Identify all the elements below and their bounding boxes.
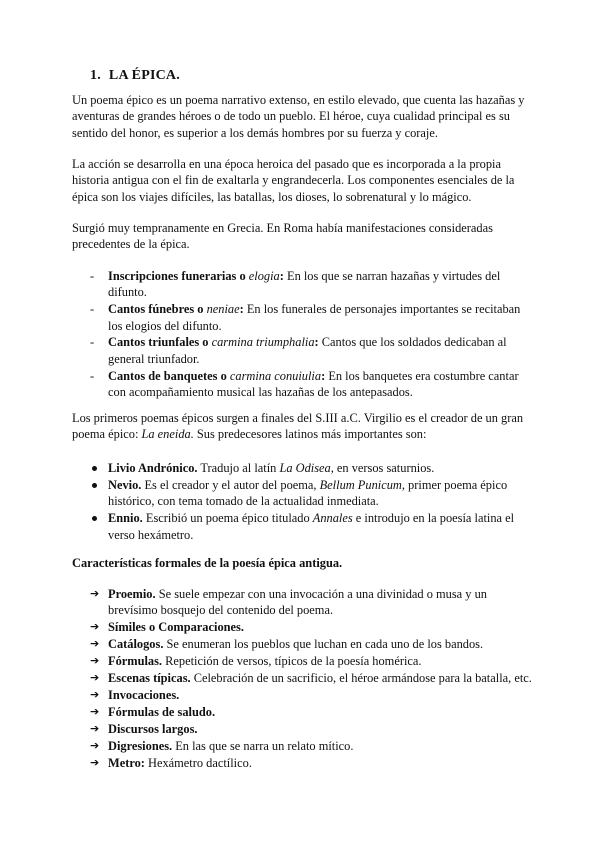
arrow-icon: ➔ — [90, 637, 100, 651]
list-item: - Cantos de banquetes o carmina conuiulia: En los banquetes era costumbre cantar con acompañamiento musical las hazañas de los antepasados. — [90, 368, 519, 400]
intro-line: aventuras de grandes héroes o de todo un pueblo. El héroe, cuya cualidad principal es su — [72, 109, 510, 124]
list-item: - Cantos fúnebres o neniae: En los funerales de personajes importantes se recitaban los elogios del difunto. — [90, 302, 521, 333]
arrow-icon: ➔ — [90, 654, 100, 668]
arrow-icon: ➔ — [90, 620, 100, 634]
list-item: ➔ Fórmulas. Repetición de versos, típicos de la poesía homérica. — [90, 654, 422, 669]
bullet-icon — [92, 516, 97, 521]
list-item: Ennio. Escribió un poema épico titulado Annales e introdujo en la poesía latina el verso hexámetro. — [90, 510, 530, 543]
list-item: ➔ Discursos largos. — [90, 722, 198, 737]
accion-line: historia antigua con el fin de exaltarla y engrandecerla. Los componentes esenciales de la — [72, 173, 515, 188]
list-item: Nevio. Es el creador y el autor del poema, Bellum Punicum, primer poema épico histórico, con tema tomado de la actualidad inmediata. — [90, 477, 530, 510]
dash-marker: - — [90, 269, 95, 283]
caracteristicas-heading: Características formales de la poesía épica antigua. — [72, 556, 343, 570]
dash-marker: - — [90, 302, 95, 317]
arrow-icon: ➔ — [90, 739, 100, 753]
origen-line: Surgió muy tempranamente en Grecia. En Roma había manifestaciones consideradas — [72, 221, 493, 235]
origen-line: precedentes de la épica. — [72, 237, 190, 252]
list-item: ➔ Proemio. Se suele empezar con una invocación a una divinidad o musa y un brevísimo bosquejo del contenido del poema. — [90, 587, 487, 618]
arrow-icon: ➔ — [90, 587, 100, 600]
list-item: ➔ Invocaciones. — [90, 688, 180, 703]
primeros-line: Los primeros poemas épicos surgen a finales del S.III a.C. Virgilio es el creador de un gran — [72, 411, 524, 425]
list-item: - Cantos triunfales o carmina triumphalia: Cantos que los soldados dedicaban al general triunfador. — [90, 335, 507, 366]
intro-line: Un poema épico es un poema narrativo extenso, en estilo elevado, que cuenta las hazañas y — [72, 93, 525, 107]
list-item: ➔ Catálogos. Se enumeran los pueblos que luchan en cada uno de los bandos. — [90, 637, 484, 652]
precedentes-list — [90, 268, 530, 401]
list-item: Livio Andrónico. Tradujo al latín La Odisea, en versos saturnios. — [90, 460, 530, 476]
list-item: ➔ Símiles o Comparaciones. — [90, 620, 244, 635]
arrow-icon: ➔ — [90, 722, 100, 736]
dash-marker: - — [90, 368, 95, 383]
list-item: - Inscripciones funerarias o elogia: En los que se narran hazañas y virtudes del difunto. — [90, 269, 501, 300]
work-title: La eneida. — [141, 427, 194, 442]
list-item: ➔ Fórmulas de saludo. — [90, 705, 216, 720]
arrow-icon: ➔ — [90, 705, 100, 719]
dash-marker: - — [90, 335, 95, 350]
list-item: ➔ Metro: Hexámetro dactílico. — [90, 756, 252, 771]
accion-line: La acción se desarrolla en una época heroica del pasado que es incorporada a la propia — [72, 157, 501, 171]
arrow-icon: ➔ — [90, 756, 100, 770]
list-item: ➔ Escenas típicas. Celebración de un sacrificio, el héroe armándose para la batalla, etc. — [90, 671, 532, 686]
intro-line: sentido del honor, es superior a los demás hombres por su fuerza y coraje. — [72, 125, 438, 140]
heading-number: 1. — [90, 68, 101, 83]
arrow-icon: ➔ — [90, 688, 100, 702]
accion-line: épica son los viajes difíciles, las batallas, los dioses, lo sobrenatural y lo mágico. — [72, 189, 472, 204]
arrow-icon: ➔ — [90, 671, 100, 685]
primeros-line: poema épico: La eneida. Sus predecesores latinos más importantes son: — [72, 427, 427, 442]
primeros-paragraph — [72, 410, 532, 443]
bullet-icon — [92, 466, 97, 471]
heading-title: LA ÉPICA. — [108, 68, 180, 83]
autores-list — [90, 460, 530, 544]
caracteristicas-list — [90, 586, 530, 772]
list-item: ➔ Digresiones. En las que se narra un relato mítico. — [90, 739, 354, 754]
accion-paragraph — [72, 156, 532, 205]
bullet-icon — [92, 483, 97, 488]
origen-paragraph — [72, 220, 532, 253]
intro-paragraph — [72, 92, 532, 141]
section-heading — [90, 68, 180, 84]
